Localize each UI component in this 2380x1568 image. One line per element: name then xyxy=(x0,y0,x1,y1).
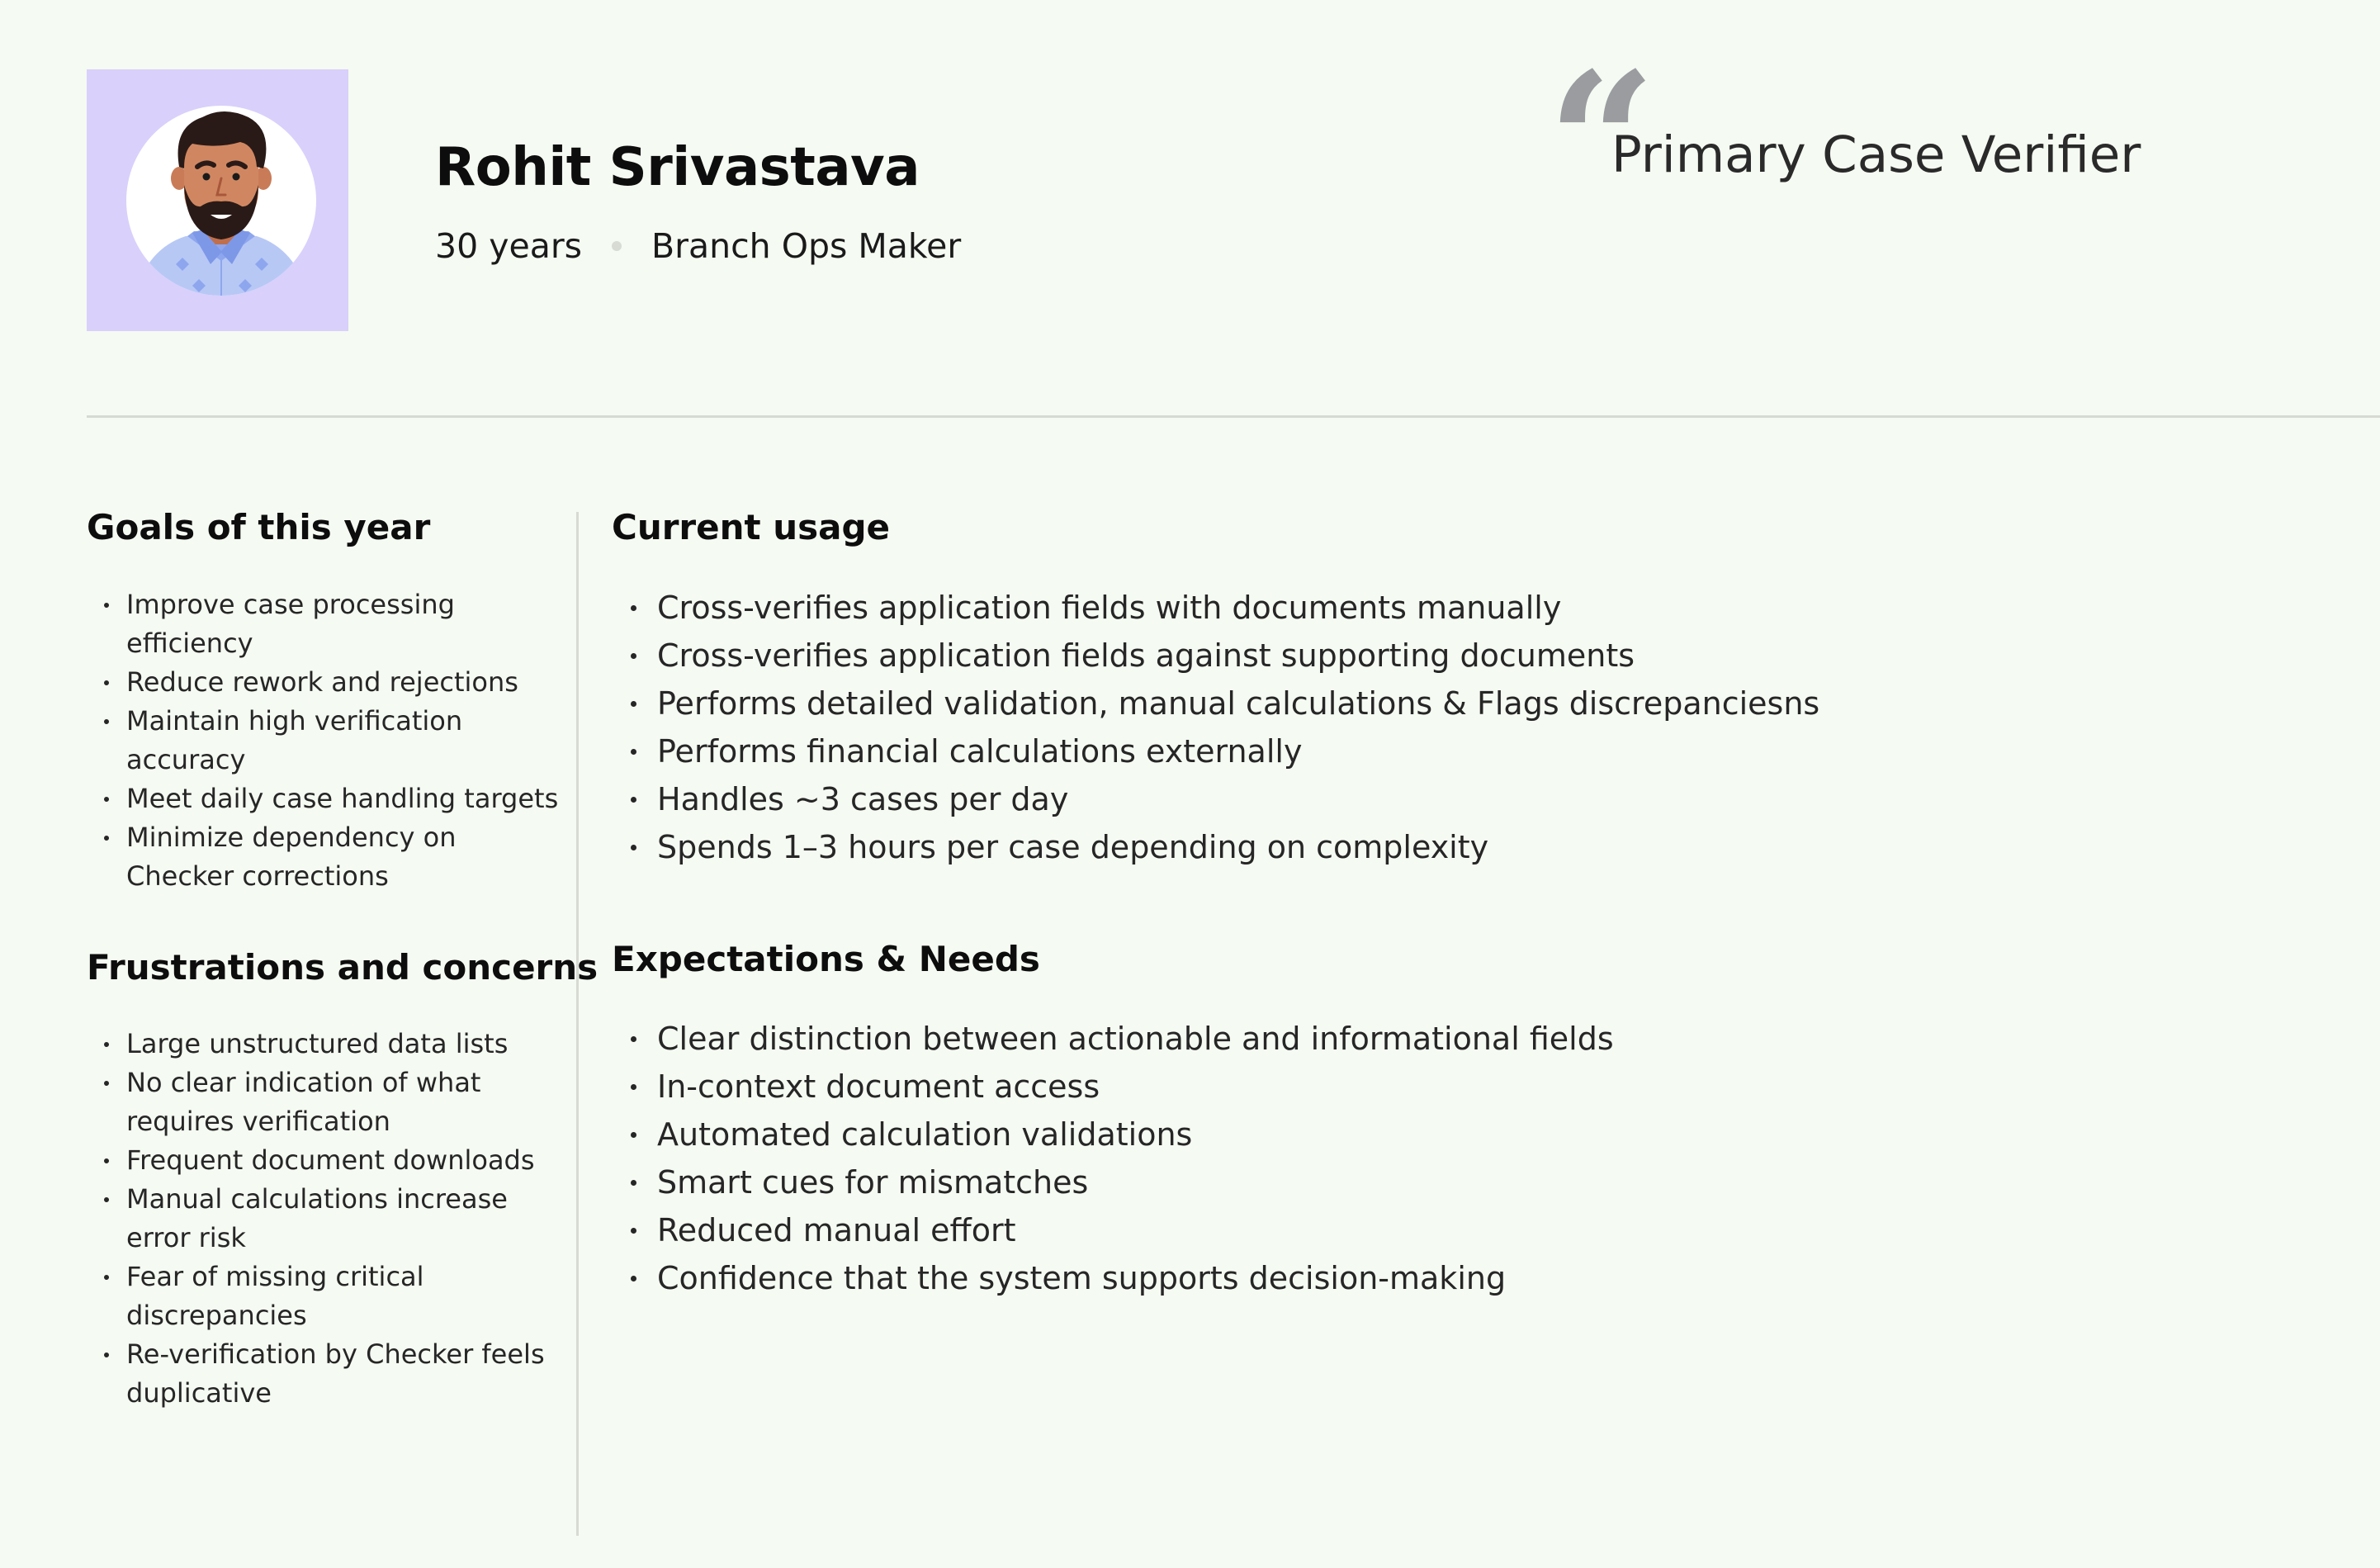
list-item: Frequent document downloads xyxy=(87,1141,549,1180)
frustrations-title: Frustrations and concerns xyxy=(87,947,599,988)
list-item: Performs detailed validation, manual calculations & Flags discrepanciesns xyxy=(612,680,1819,727)
list-item: Re-verification by Checker feels duplicative xyxy=(87,1335,549,1413)
list-item: Spends 1–3 hours per case depending on complexity xyxy=(612,823,1819,871)
list-item: Reduced manual effort xyxy=(612,1206,1614,1254)
list-item: Large unstructured data lists xyxy=(87,1025,549,1063)
separator-dot xyxy=(612,241,622,251)
list-item: Minimize dependency on Checker corrections xyxy=(87,818,565,896)
persona-age: 30 years xyxy=(435,226,583,266)
header-divider xyxy=(87,415,2380,418)
column-divider xyxy=(576,512,579,1536)
persona-tagline: Primary Case Verifier xyxy=(1611,126,2141,184)
persona-meta xyxy=(435,226,961,266)
list-item: Reduce rework and rejections xyxy=(87,663,565,702)
list-item: Fear of missing critical discrepancies xyxy=(87,1258,549,1335)
goals-list xyxy=(87,585,565,896)
list-item: Cross-verifies application fields against supporting documents xyxy=(612,632,1819,680)
list-item: Smart cues for mismatches xyxy=(612,1158,1614,1206)
persona-name: Rohit Srivastava xyxy=(435,137,920,198)
goals-title: Goals of this year xyxy=(87,507,431,547)
list-item: Performs financial calculations externally xyxy=(612,727,1819,775)
list-item: Automated calculation validations xyxy=(612,1111,1614,1158)
list-item: Improve case processing efficiency xyxy=(87,585,565,663)
avatar-illustration-icon xyxy=(87,69,348,331)
needs-list xyxy=(612,1015,1614,1302)
list-item: No clear indication of what requires verification xyxy=(87,1063,549,1141)
needs-title: Expectations & Needs xyxy=(612,939,1040,979)
usage-list xyxy=(612,584,1819,871)
list-item: Confidence that the system supports decision-making xyxy=(612,1254,1614,1302)
list-item: Maintain high verification accuracy xyxy=(87,702,565,779)
frustrations-list xyxy=(87,1025,549,1413)
quote-mark-icon: “ xyxy=(1547,31,1657,254)
avatar xyxy=(87,69,348,331)
list-item: In-context document access xyxy=(612,1063,1614,1111)
list-item: Manual calculations increase error risk xyxy=(87,1180,549,1258)
list-item: Cross-verifies application fields with documents manually xyxy=(612,584,1819,632)
usage-title: Current usage xyxy=(612,507,891,547)
list-item: Clear distinction between actionable and informational fields xyxy=(612,1015,1614,1063)
list-item: Meet daily case handling targets xyxy=(87,779,565,818)
list-item: Handles ~3 cases per day xyxy=(612,775,1819,823)
persona-role: Branch Ops Maker xyxy=(651,226,962,266)
